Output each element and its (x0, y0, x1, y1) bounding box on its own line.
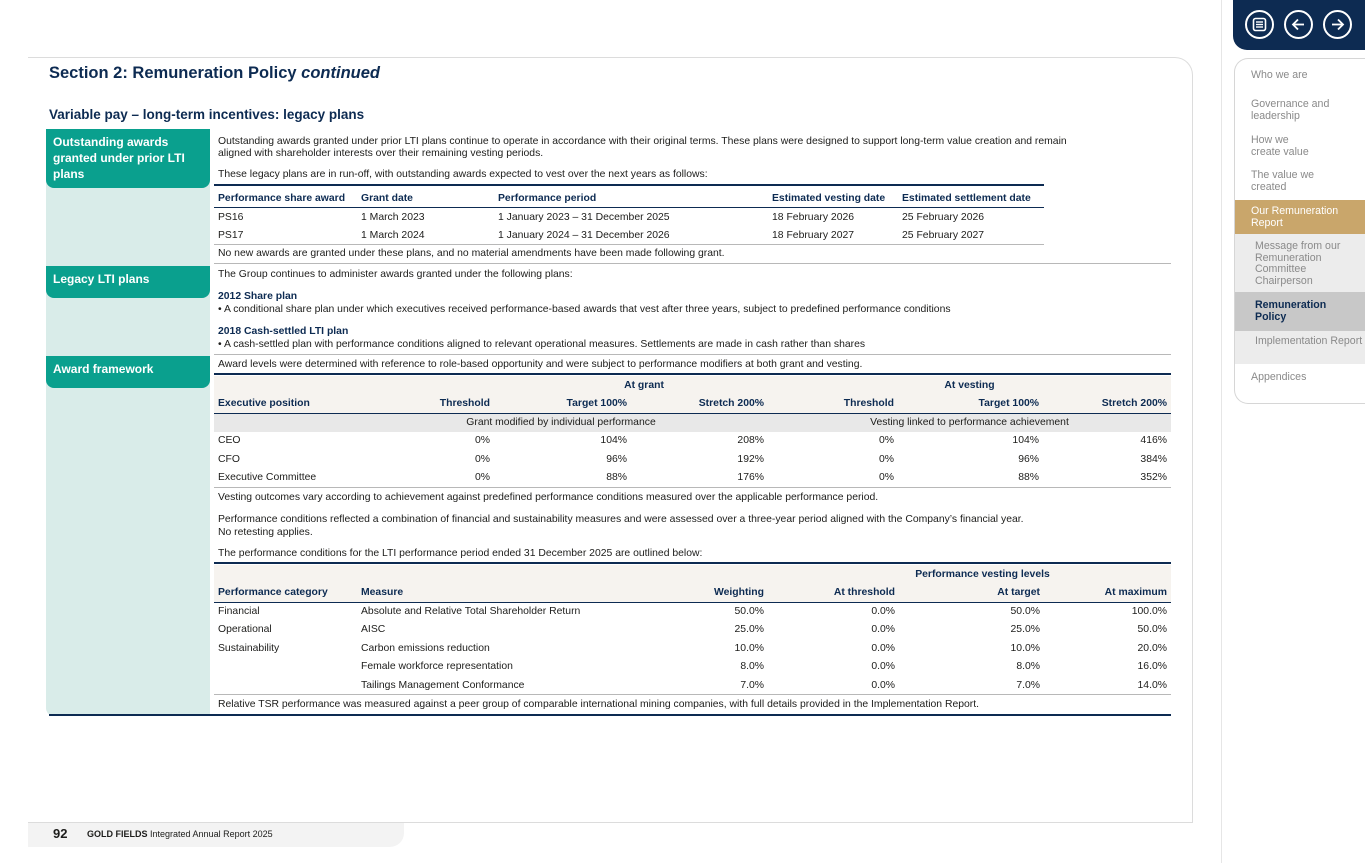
cell: 1 January 2023 – 31 December 2025 (498, 211, 670, 223)
cell: Sustainability (218, 642, 280, 654)
sidebar-item-remuneration-report[interactable]: Our Remuneration Report (1251, 205, 1339, 229)
cell: 1 March 2024 (361, 229, 425, 241)
framework-para-1: Vesting outcomes vary according to achievement against predefined performance conditions measured over the applicable performance period. (218, 492, 879, 503)
framework-para-3: The performance conditions for the LTI performance period ended 31 December 2025 are outlined below: (218, 548, 703, 559)
plan-2018-text: • A cash-settled plan with performance conditions aligned to relevant operational measures. Settlements are made in cash rather than shares (218, 339, 866, 350)
cell: 8.0% (1016, 661, 1040, 673)
sidebar-item-chairperson-message[interactable]: Message from our Remuneration Committee Chairperson (1255, 240, 1341, 287)
plan-2012-title: 2012 Share plan (218, 291, 298, 302)
cell: 0% (474, 472, 490, 483)
col-header: Threshold (843, 398, 894, 409)
cell: 25.0% (734, 624, 764, 636)
cell: 0.0% (871, 661, 895, 673)
cell: CFO (218, 453, 240, 465)
cell: 50.0% (1010, 606, 1040, 617)
outstanding-intro-1: Outstanding awards granted under prior LTI plans continue to operate in accordance with their original terms. These plans were designed to support long-term value creation and remain (218, 136, 1067, 147)
cell: 0% (878, 472, 894, 483)
cell (214, 658, 357, 677)
cell: Absolute and Relative Total Shareholder Return (361, 606, 581, 617)
col-header: Performance period (498, 192, 597, 204)
outstanding-note: No new awards are granted under these plans, and no material amendments have been made following grant. (218, 248, 725, 259)
plan-2018-title: 2018 Cash-settled LTI plan (218, 326, 349, 337)
cell: Female workforce representation (361, 661, 513, 673)
cell: 50.0% (734, 606, 764, 617)
cell: PS17 (218, 229, 244, 241)
cell: Financial (218, 606, 260, 617)
sidebar-item-implementation-report[interactable]: Implementation Report (1255, 335, 1363, 347)
cell: Tailings Management Conformance (361, 679, 525, 691)
cell: 50.0% (1137, 624, 1167, 636)
cell: 18 February 2027 (772, 229, 855, 241)
cell: 10.0% (734, 642, 764, 654)
cell: 16.0% (1137, 661, 1167, 673)
cell: 0% (474, 435, 490, 447)
table-row (214, 658, 1171, 677)
forward-arrow-icon[interactable] (1323, 10, 1352, 39)
cell: 100.0% (1131, 606, 1167, 617)
outstanding-intro-2: aligned with shareholder interests over their remaining vesting periods. (218, 148, 544, 159)
sidebar-item-remuneration-policy[interactable]: Remuneration Policy (1255, 299, 1327, 323)
cell: 0.0% (871, 624, 895, 636)
cell: 0.0% (871, 679, 895, 691)
outstanding-intro-3: These legacy plans are in run-off, with outstanding awards expected to vest over the next years as follows: (218, 169, 708, 180)
col-header: Performance category (218, 587, 328, 598)
cell: 176% (737, 472, 764, 483)
category-outstanding-awards: Outstanding awards granted under prior LTI plans (46, 129, 210, 188)
col-header: Stretch 200% (1101, 398, 1167, 409)
legacy-intro: The Group continues to administer awards granted under the following plans: (218, 269, 573, 280)
cell: 18 February 2026 (772, 211, 855, 223)
table-row (214, 469, 1171, 488)
table-row (214, 208, 1044, 227)
vesting-modifier-note: Vesting linked to performance achievement (870, 417, 1069, 428)
group-header-at-vesting: At vesting (944, 379, 995, 391)
cell: 104% (600, 435, 627, 447)
cell: 192% (737, 453, 764, 465)
cell: 88% (1018, 472, 1039, 483)
table-rule (214, 373, 1171, 375)
legacy-awards-table (214, 189, 1044, 245)
table-rule (214, 184, 1044, 186)
table-row (214, 676, 1171, 695)
col-header: Weighting (713, 587, 764, 598)
cell: 96% (1018, 453, 1039, 465)
page-title: Section 2: Remuneration Policy continued (49, 64, 380, 82)
col-header: Threshold (439, 398, 490, 409)
grant-modifier-note: Grant modified by individual performance (466, 417, 656, 428)
cell: 0.0% (871, 606, 895, 617)
cell: 8.0% (740, 661, 764, 673)
cell: 20.0% (1137, 642, 1167, 654)
col-header: Performance share award (218, 192, 346, 204)
sidebar-item-who-we-are[interactable]: Who we are (1251, 69, 1308, 81)
col-header: Target 100% (566, 398, 627, 409)
sidebar-item-value-we-created[interactable]: The value we created (1251, 169, 1315, 193)
table-row (214, 450, 1171, 469)
col-header: Grant date (361, 192, 413, 204)
col-header: Estimated settlement date (902, 192, 1031, 204)
cell: Carbon emissions reduction (361, 642, 490, 654)
cell: 0% (878, 453, 894, 465)
group-header-vesting-levels: Performance vesting levels (915, 568, 1050, 580)
section-divider (214, 354, 1171, 355)
cell: 7.0% (1016, 679, 1040, 691)
cell: 10.0% (1010, 642, 1040, 654)
cell: 0% (878, 435, 894, 447)
section-subtitle: Variable pay – long-term incentives: legacy plans (49, 107, 365, 122)
framework-para-2b: No retesting applies. (218, 527, 313, 538)
table-row (214, 639, 1171, 658)
sidebar-item-how-we-create-value[interactable]: How we create value (1251, 134, 1309, 158)
col-header: Stretch 200% (698, 398, 764, 409)
framework-para-2a: Performance conditions reflected a combination of financial and sustainability measures and were assessed over a three-year period aligned with the Company’s financial year. (218, 514, 1024, 525)
col-header: At threshold (833, 587, 895, 598)
table-row (214, 432, 1171, 451)
category-column (46, 129, 210, 716)
cell: 1 January 2024 – 31 December 2026 (498, 229, 670, 241)
cell: PS16 (218, 211, 244, 223)
table-row (214, 621, 1171, 640)
cell: 1 March 2023 (361, 211, 425, 223)
cell: 384% (1140, 453, 1167, 465)
cell: AISC (361, 624, 386, 636)
framework-footnote: Relative TSR performance was measured against a peer group of comparable international mining companies, with full details provided in the Implementation Report. (218, 699, 980, 710)
col-header: Target 100% (978, 398, 1039, 409)
table-rule (214, 562, 1171, 564)
contents-icon[interactable] (1245, 10, 1274, 39)
sidebar-divider (1221, 0, 1222, 863)
section-divider (214, 263, 1171, 264)
cell: 96% (606, 453, 627, 465)
cell: 14.0% (1137, 679, 1167, 691)
cell: 104% (1012, 435, 1039, 447)
category-award-framework: Award framework (46, 356, 210, 388)
table-row (214, 602, 1171, 621)
col-header: At maximum (1104, 587, 1167, 598)
table-row (214, 226, 1044, 245)
cell (214, 676, 357, 695)
section-end-rule (49, 714, 1171, 716)
col-header: Measure (361, 587, 404, 598)
cell: 0% (474, 453, 490, 465)
cell: 25.0% (1010, 624, 1040, 636)
cell: Operational (218, 624, 272, 636)
cell: Executive Committee (218, 472, 317, 483)
cell: 7.0% (740, 679, 764, 691)
cell: 208% (737, 435, 764, 447)
footer-report-title: GOLD FIELDS Integrated Annual Report 2025 (87, 829, 273, 839)
col-header: Estimated vesting date (772, 192, 886, 204)
back-arrow-icon[interactable] (1284, 10, 1313, 39)
cell: 352% (1140, 472, 1167, 483)
framework-intro: Award levels were determined with reference to role-based opportunity and were subject to performance modifiers at both grant and vesting. (218, 359, 863, 370)
cell: 0.0% (871, 642, 895, 654)
cell: 416% (1140, 435, 1167, 447)
page-number: 92 (53, 826, 68, 841)
cell: 25 February 2027 (902, 229, 985, 241)
plan-2012-text: • A conditional share plan under which executives received performance-based awards that vest after three years, subject to predefined performance conditions (218, 304, 951, 315)
performance-conditions-table (214, 565, 1171, 695)
col-header: At target (997, 587, 1040, 598)
cell: CEO (218, 435, 241, 447)
col-header: Executive position (218, 398, 310, 409)
award-levels-table (214, 376, 1171, 488)
sidebar-item-appendices[interactable]: Appendices (1251, 371, 1307, 383)
category-legacy-lti-plans: Legacy LTI plans (46, 266, 210, 298)
cell: 25 February 2026 (902, 211, 985, 223)
group-header-at-grant: At grant (624, 379, 664, 391)
cell: 88% (606, 472, 627, 483)
sidebar-item-governance[interactable]: Governance and leadership (1251, 98, 1330, 122)
